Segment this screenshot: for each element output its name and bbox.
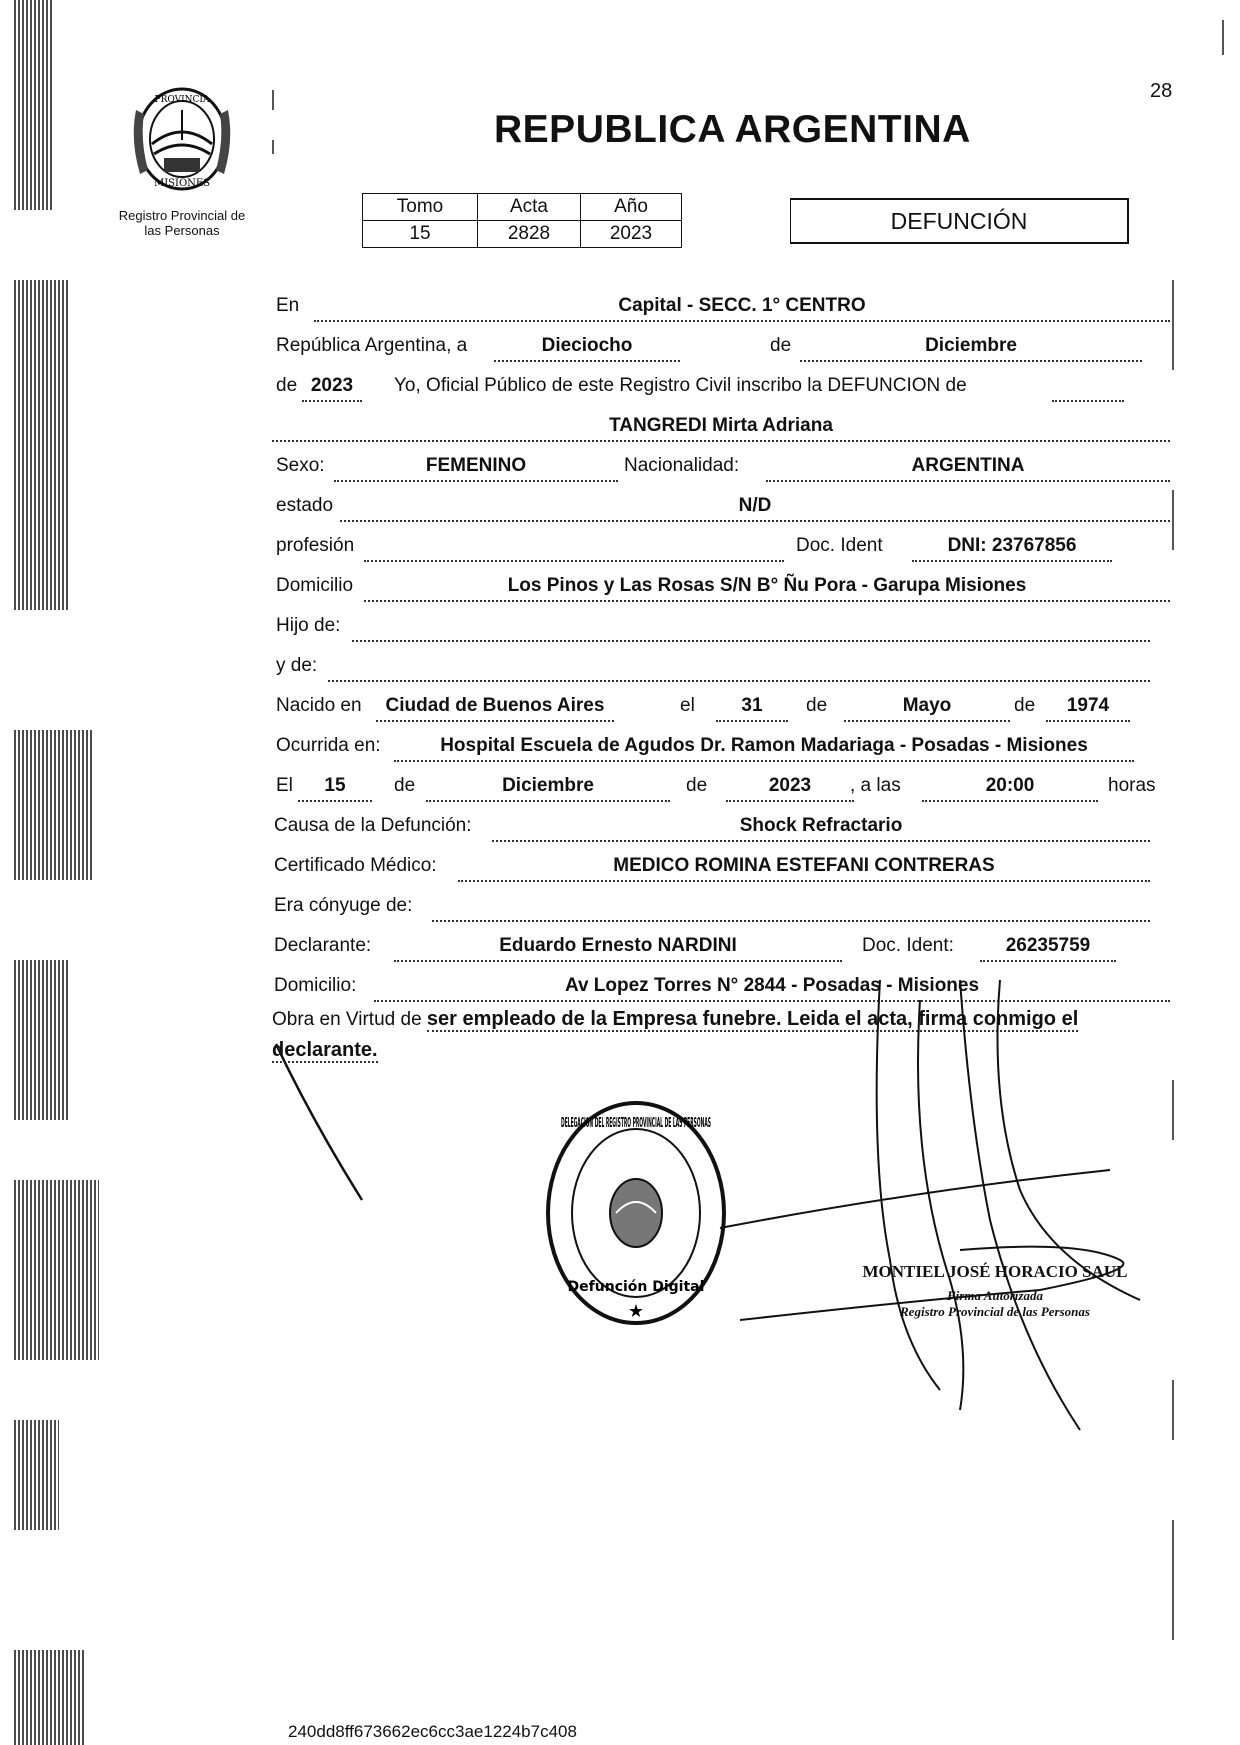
el-label: el [680, 695, 695, 716]
row-profesion [272, 532, 1170, 562]
hijo-value [352, 612, 1150, 642]
el2-label: El [276, 775, 293, 796]
inscribe-fill [1052, 372, 1124, 402]
registry-line-2: las Personas [144, 223, 220, 238]
birth-day: 31 [716, 692, 788, 722]
row-nombre [272, 412, 1170, 442]
registry-line-1: Registro Provincial de [118, 208, 246, 223]
domicilio2-label: Domicilio: [274, 975, 357, 996]
certificado-label: Certificado Médico: [274, 855, 437, 876]
scan-artifact [14, 730, 94, 880]
scan-mark [1172, 280, 1174, 370]
row-conyuge [272, 892, 1170, 922]
record-value-acta: 2828 [478, 221, 581, 248]
row-estado [272, 492, 1170, 522]
scan-mark [1172, 1520, 1174, 1640]
causa-value: Shock Refractario [492, 812, 1150, 842]
doc-label: Doc. Ident [796, 535, 883, 556]
causa-label: Causa de la Defunción: [274, 815, 472, 836]
nacido-label: Nacido en [276, 695, 362, 716]
row-ocurrida [272, 732, 1170, 762]
emblem-bottom-text: MISIONES [153, 178, 211, 189]
ocurrida-label: Ocurrida en: [276, 735, 381, 756]
record-header-anio: Año [581, 194, 682, 221]
row-nacido [272, 692, 1170, 722]
declarante-value: Eduardo Ernesto NARDINI [394, 932, 842, 962]
death-time: 20:00 [922, 772, 1098, 802]
sexo-value: FEMENINO [334, 452, 618, 482]
death-day: 15 [298, 772, 372, 802]
deceased-name: TANGREDI Mirta Adriana [272, 412, 1170, 442]
profesion-label: profesión [276, 535, 355, 556]
seal-outer-text: DELEGACION DEL REGISTRO PROVINCIAL DE LAS PERSONAS [561, 1116, 711, 1131]
obra-label: Obra en Virtud de [272, 1009, 422, 1030]
row-domicilio [272, 572, 1170, 602]
yde-value [328, 652, 1150, 682]
record-type-label: DEFUNCIÓN [890, 208, 1028, 234]
scan-mark [1172, 490, 1174, 550]
day-text: Dieciocho [494, 332, 680, 362]
scan-artifact [14, 960, 69, 1120]
signature-scribble [720, 960, 1140, 1440]
row-fecha [272, 332, 1170, 362]
birth-month: Mayo [844, 692, 1010, 722]
row-causa [272, 812, 1170, 842]
record-type-box [790, 198, 1129, 244]
horas-label: horas [1108, 775, 1156, 796]
en-value: Capital - SECC. 1° CENTRO [314, 292, 1170, 322]
registry-name [100, 208, 264, 238]
estado-label: estado [276, 495, 334, 516]
death-month: Diciembre [426, 772, 670, 802]
signer-name: MONTIEL JOSÉ HORACIO SAUL [862, 1262, 1128, 1281]
scan-artifact [14, 1180, 99, 1360]
doc-value: DNI: 23767856 [912, 532, 1112, 562]
signature-block [850, 1262, 1140, 1320]
scan-mark [1222, 20, 1224, 55]
official-seal [540, 1095, 732, 1331]
domicilio-value: Los Pinos y Las Rosas S/N B° Ñu Pora - Garupa Misiones [364, 572, 1170, 602]
footer-hash: 240dd8ff673662ec6cc3ae1224b7c408 [288, 1722, 577, 1741]
year-value: 2023 [302, 372, 362, 402]
republica-label: República Argentina, a [276, 335, 468, 356]
scan-artifact [14, 1420, 59, 1530]
birth-year: 1974 [1046, 692, 1130, 722]
alas-label: , a las [850, 775, 901, 796]
nacido-place: Ciudad de Buenos Aires [376, 692, 614, 722]
en-label: En [276, 295, 300, 316]
conyuge-value [432, 892, 1150, 922]
signer-title: Firma Autorizada [947, 1288, 1043, 1303]
row-inscribe [272, 372, 1170, 402]
scan-mark [272, 140, 274, 154]
doc2-value: 26235759 [980, 932, 1116, 962]
death-de-label-2: de [686, 775, 708, 796]
domicilio2-value: Av Lopez Torres N° 2844 - Posadas - Misiones [374, 972, 1170, 1002]
obra-value-1: ser empleado de la Empresa funebre. Leida el acta, firma conmigo el [426, 1008, 1079, 1030]
provincial-emblem [128, 80, 236, 198]
sexo-label: Sexo: [276, 455, 325, 476]
birth-de-label-2: de [1014, 695, 1036, 716]
scan-mark [272, 90, 274, 110]
pen-stroke [272, 1040, 382, 1210]
de-year-label: de [276, 375, 298, 396]
record-box [362, 193, 682, 248]
seal-star-icon: ★ [627, 1301, 645, 1322]
conyuge-label: Era cónyuge de: [274, 895, 413, 916]
row-declarante [272, 932, 1170, 962]
estado-value: N/D [340, 492, 1170, 522]
yde-label: y de: [276, 655, 318, 676]
scan-artifact [14, 0, 54, 210]
death-year: 2023 [726, 772, 854, 802]
inscribe-text: Yo, Oficial Público de este Registro Civil inscribo la DEFUNCION de [394, 375, 967, 396]
scan-artifact [14, 280, 69, 610]
row-fecha-defuncion [272, 772, 1170, 802]
row-sexo [272, 452, 1170, 482]
emblem-top-text: PROVINCIA [154, 95, 210, 105]
row-en [272, 292, 1170, 322]
certificado-value: MEDICO ROMINA ESTEFANI CONTRERAS [458, 852, 1150, 882]
profesion-value [364, 532, 784, 562]
row-yde [272, 652, 1170, 682]
scan-artifact [14, 1650, 84, 1745]
scan-mark [1172, 1380, 1174, 1440]
seal-inner-text: Defunción Digital [567, 1279, 705, 1295]
domicilio-label: Domicilio [276, 575, 354, 596]
page-number: 28 [1150, 80, 1173, 102]
nacionalidad-value: ARGENTINA [766, 452, 1170, 482]
row-hijo [272, 612, 1170, 642]
record-value-anio: 2023 [581, 221, 682, 248]
hijo-label: Hijo de: [276, 615, 341, 636]
month-text: Diciembre [800, 332, 1142, 362]
de-label: de [770, 335, 792, 356]
birth-de-label: de [806, 695, 828, 716]
ocurrida-value: Hospital Escuela de Agudos Dr. Ramon Madariaga - Posadas - Misiones [394, 732, 1134, 762]
nacionalidad-label: Nacionalidad: [624, 455, 740, 476]
scan-mark [1172, 1080, 1174, 1140]
row-certificado [272, 852, 1170, 882]
declarante-label: Declarante: [274, 935, 372, 956]
death-de-label: de [394, 775, 416, 796]
record-value-tomo: 15 [363, 221, 478, 248]
page-title: REPUBLICA ARGENTINA [494, 108, 971, 151]
signer-office: Registro Provincial de las Personas [900, 1304, 1090, 1319]
record-header-tomo: Tomo [363, 194, 478, 221]
doc2-label: Doc. Ident: [862, 935, 954, 956]
record-header-acta: Acta [478, 194, 581, 221]
obra-value-2: declarante. [272, 1039, 378, 1061]
